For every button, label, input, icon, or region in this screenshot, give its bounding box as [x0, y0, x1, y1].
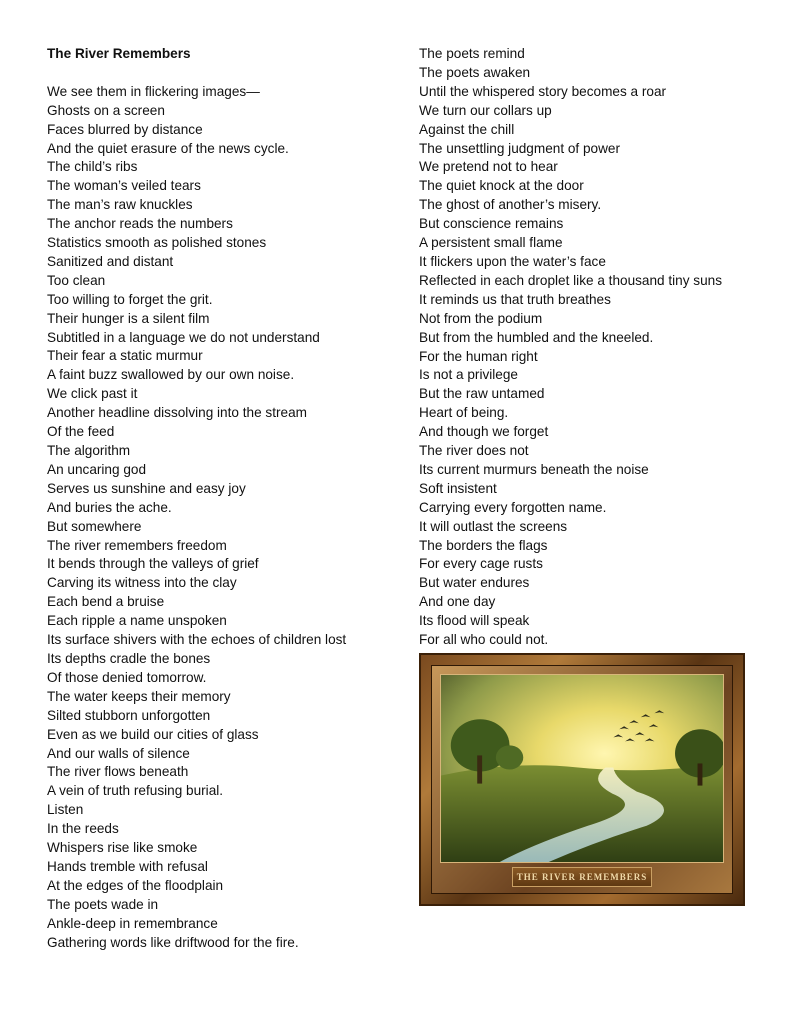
poem-line: The anchor reads the numbers	[47, 216, 233, 232]
poem-line: The poets wade in	[47, 896, 159, 912]
poem-line: Sanitized and distant	[47, 253, 174, 269]
poem-line: Serves us sunshine and easy joy	[47, 480, 246, 496]
poem-line: But conscience remains	[419, 216, 564, 232]
poem-line: At the edges of the floodplain	[47, 877, 224, 893]
poem-line: And our walls of silence	[47, 745, 190, 761]
poem-title: The River Remembers	[47, 46, 191, 61]
poem-line: A faint buzz swallowed by our own noise.	[47, 367, 295, 383]
poem-line: Against the chill	[419, 121, 515, 137]
poem-line: An uncaring god	[47, 461, 147, 477]
poem-line: The unsettling judgment of power	[419, 140, 621, 156]
poem-line: The water keeps their memory	[47, 688, 231, 704]
poem-line: The borders the flags	[419, 537, 548, 553]
poem-line: The quiet knock at the door	[419, 178, 584, 194]
poem-line: Its flood will speak	[419, 613, 530, 629]
poem-line: But from the humbled and the kneeled.	[419, 329, 654, 345]
poem-line: And one day	[419, 594, 496, 610]
poem-line: The child’s ribs	[47, 159, 138, 175]
poem-line: The algorithm	[47, 443, 131, 459]
poem-line: Is not a privilege	[419, 367, 518, 383]
poem-line: A persistent small flame	[419, 235, 563, 251]
poem-line: We turn our collars up	[419, 102, 552, 118]
poem-line: It bends through the valleys of grief	[47, 556, 259, 572]
poem-line: Its surface shivers with the echoes of children lost	[47, 632, 347, 648]
poem-line: Ankle-deep in remembrance	[47, 915, 218, 931]
poem-line: Not from the podium	[419, 310, 543, 326]
poem-line: Hands tremble with refusal	[47, 858, 208, 874]
poem-line: Their hunger is a silent film	[47, 310, 210, 326]
poem-line: The man’s raw knuckles	[47, 197, 193, 213]
poem-line: The poets awaken	[419, 64, 531, 80]
poem-line: And though we forget	[419, 424, 549, 440]
poem-line: But water endures	[419, 575, 530, 591]
poem-line: Too clean	[47, 272, 106, 288]
painting-plaque: THE RIVER REMEMBERS	[512, 867, 652, 887]
poem-line: The river does not	[419, 443, 529, 459]
poem-line: Ghosts on a screen	[47, 102, 165, 118]
poem-line: Carving its witness into the clay	[47, 575, 237, 591]
poem-line: Whispers rise like smoke	[47, 840, 198, 856]
poem-line: The woman’s veiled tears	[47, 178, 201, 194]
poem-lines-left	[47, 83, 407, 953]
poem-line: The river flows beneath	[47, 764, 189, 780]
poem-line: Even as we build our cities of glass	[47, 726, 259, 742]
painting-frame-inner	[431, 665, 733, 894]
poem-line: For all who could not.	[419, 632, 549, 648]
poem-line: Their fear a static murmur	[47, 348, 203, 364]
poem-line: Reflected in each droplet like a thousand tiny suns	[419, 272, 723, 288]
poem-line: Each ripple a name unspoken	[47, 613, 227, 629]
poem-line: Carrying every forgotten name.	[419, 499, 607, 515]
poem-line: Its depths cradle the bones	[47, 650, 211, 666]
poem-line: But somewhere	[47, 518, 142, 534]
poem-line: Soft insistent	[419, 480, 497, 496]
river-landscape-image	[441, 675, 723, 862]
poem-line: It reminds us that truth breathes	[419, 291, 611, 307]
poem-line: Subtitled in a language we do not understand	[47, 329, 320, 345]
poem-line: Gathering words like driftwood for the fire.	[47, 934, 299, 950]
poem-line: The ghost of another’s misery.	[419, 197, 602, 213]
poem-line: Each bend a bruise	[47, 594, 165, 610]
poem-line: Faces blurred by distance	[47, 121, 203, 137]
poem-line: We click past it	[47, 386, 138, 402]
poem-line: For every cage rusts	[419, 556, 543, 572]
poem-line: Statistics smooth as polished stones	[47, 235, 267, 251]
poem-line: Listen	[47, 802, 84, 818]
poem-line: The poets remind	[419, 46, 525, 61]
poem-line: Heart of being.	[419, 405, 509, 421]
poem-line: Too willing to forget the grit.	[47, 291, 213, 307]
poem-line: In the reeds	[47, 821, 119, 837]
painting-canvas	[440, 674, 724, 863]
poem-line: The river remembers freedom	[47, 537, 227, 553]
poem-line: Until the whispered story becomes a roar	[419, 83, 667, 99]
poem-line: Its current murmurs beneath the noise	[419, 461, 649, 477]
poem-line: Silted stubborn unforgotten	[47, 707, 211, 723]
poem-line: It flickers upon the water’s face	[419, 253, 606, 269]
poem-line: We pretend not to hear	[419, 159, 558, 175]
poem-line: Of those denied tomorrow.	[47, 669, 207, 685]
poem-line: But the raw untamed	[419, 386, 545, 402]
poem-right-column	[419, 45, 759, 650]
poem-line: Another headline dissolving into the stream	[47, 405, 307, 421]
poem-line: It will outlast the screens	[419, 518, 568, 534]
poem-line: A vein of truth refusing burial.	[47, 783, 224, 799]
painting-frame	[419, 653, 745, 906]
poem-line: We see them in flickering images—	[47, 83, 260, 99]
poem-line: For the human right	[419, 348, 538, 364]
poem-line: And the quiet erasure of the news cycle.	[47, 140, 289, 156]
poem-line: Of the feed	[47, 424, 115, 440]
poem-left-column	[47, 45, 407, 952]
poem-line: And buries the ache.	[47, 499, 172, 515]
poem-lines-right	[419, 45, 759, 650]
